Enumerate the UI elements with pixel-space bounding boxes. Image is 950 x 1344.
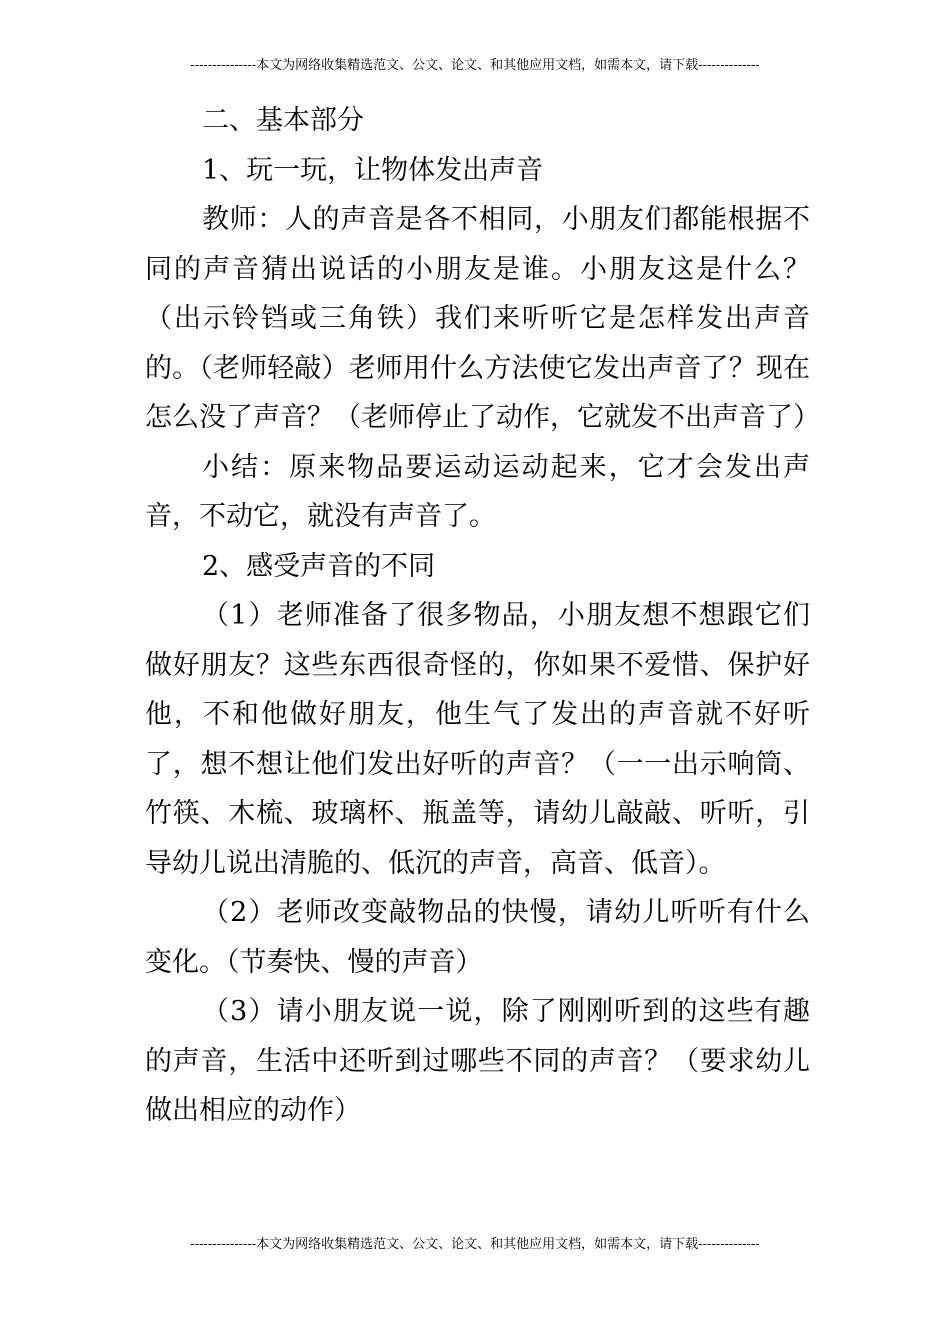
page-header: ---------------本文为网络收集精选范文、公文、论文、和其他应用文档，如需本文，请下载-------------- (190, 58, 760, 73)
document-body (145, 96, 820, 1136)
paragraph-teacher-intro: 教师：人的声音是各不相同，小朋友们都能根据不同的声音猜出说话的小朋友是谁。小朋友这是什么？（出示铃铛或三角铁）我们来听听它是怎样发出声音的。（老师轻敲）老师用什么方法使它发出声音了？现在怎么没了声音？（老师停止了动作，它就发不出声音了） (145, 204, 820, 433)
paragraph-item-1: （1）老师准备了很多物品，小朋友想不想跟它们做好朋友？这些东西很奇怪的，你如果不爱惜、保护好他，不和他做好朋友，他生气了发出的声音就不好听了，想不想让他们发出好听的声音？（一一出示响筒、竹筷、木梳、玻璃杯、瓶盖等，请幼儿敲敲、听听，引导幼儿说出清脆的、低沉的声音，高音、低音）。 (145, 600, 810, 879)
subsection-heading-2: 2、感受声音的不同 (202, 550, 436, 582)
paragraph-summary: 小结：原来物品要运动运动起来，它才会发出声音，不动它，就没有声音了。 (145, 451, 810, 532)
paragraph-item-2: （2）老师改变敲物品的快慢，请幼儿听听有什么变化。（节奏快、慢的声音） (145, 897, 810, 978)
section-heading: 二、基本部分 (202, 105, 364, 136)
page-footer: ---------------本文为网络收集精选范文、公文、论文、和其他应用文档，如需本文，请下载-------------- (190, 1237, 760, 1252)
paragraph-item-3: （3）请小朋友说一说，除了刚刚听到的这些有趣的声音，生活中还听到过哪些不同的声音？（要求幼儿做出相应的动作） (145, 996, 810, 1126)
subsection-heading-1: 1、玩一玩，让物体发出声音 (202, 154, 544, 186)
